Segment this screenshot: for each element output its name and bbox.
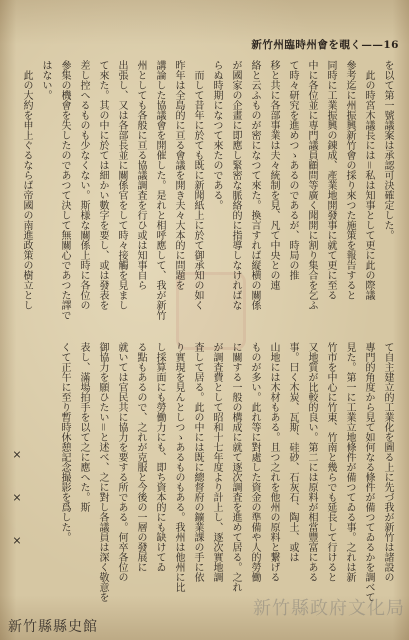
text-column: 又地質が比較的良い。第二には原料が相當豐富にある: [306, 342, 317, 582]
text-column: 竹市を中心に竹東、竹南と幾らでも延長して行けると: [325, 342, 336, 582]
text-column: はない。: [40, 60, 51, 100]
text-column: 此の大約を申上ぐるならば帝國の南進政策の樹立とし: [21, 60, 32, 310]
text-column: に關する一般の構成に就て逐次調査を進めて居る。之れ: [230, 342, 241, 592]
text-column: 差し控へるものも少なくない。斯様な關係上時に各位の: [78, 60, 89, 310]
text-column: 移と共に各部事業は夫々統制を見、凡て中央との連: [268, 60, 279, 290]
text-column: 出張し、又は各部長並に關係官をして時々接觸を見まし: [116, 60, 127, 310]
text-column: 就いては官民共に協力を要する所である。何卒各位の: [116, 342, 127, 582]
text-column: 中に各位並に専門議員顧問等廣く聞開に割り集合を乞ふ: [306, 60, 317, 310]
text-column: 見た。第一に工業立地條件が備つてゐる事。之れは新: [344, 342, 355, 582]
text-column: が國家の企畫に即應し緊密な脈絡的に指導しなければな: [230, 60, 241, 310]
text-column: を以て第一號議案は承認可決確定した。: [382, 60, 393, 240]
text-column: 州としても各般に亘る協議調査を行ひ或は知事自ら: [135, 60, 146, 290]
text-column: 而して昔年に於ても既に新聞紙上に於て御承知の如く: [192, 60, 203, 310]
text-column: 絡と云ふものが密になつて來た。換言すれば縦横の關係: [249, 60, 260, 310]
section-break-mark: ×: [12, 491, 22, 504]
text-column: ものが多い。此れ等に對處した資金の準備や人的勞働: [249, 342, 260, 582]
text-column: 査して居る。此の中には既に總督府の鑛業課の手に依: [192, 342, 203, 582]
text-column: 表し、滿場拍手を以て之に應へた。斯: [78, 342, 89, 512]
archive-stamp: 新竹縣縣史館: [8, 619, 98, 635]
page-number: 16: [383, 39, 399, 51]
text-column: り實現を見んとしつゝあるものもある。我州は他州に比: [173, 342, 184, 592]
text-column: 參考迄に州振興新竹會の採り來つた施策を報告すると: [344, 60, 355, 300]
text-column: 講論した協議會を開催した。是れと相呼應して、我が新竹: [154, 60, 165, 320]
article-title: 新竹州臨時州會を覗く: [251, 39, 362, 51]
lower-text-tier: [11, 342, 397, 606]
text-column: 參集の機會を失したのであつて決して無關心であつた譯で: [59, 60, 70, 320]
text-column: て來た。其の中に於ては細かい數字を要し、或は發表を: [97, 60, 108, 310]
text-column: 同時に工業振興の錬成、產業地開發事に就て更に至る: [325, 60, 336, 300]
text-column: らぬ時期になつて來たのである。: [211, 60, 222, 210]
text-column: が調査費として昭和十七年度より計上し、逐次實地調: [211, 342, 222, 582]
text-column: 昨年は全島的に亘る會議を開き夫々大本的に問題を: [173, 60, 184, 290]
header-separator: ——: [361, 39, 384, 51]
archive-watermark: 新竹縣政府文化局: [253, 598, 405, 619]
text-column: る點もあるので、之れが克服と今後の一層の發展に: [135, 342, 146, 572]
text-column: 山地には木材もある。且つ之れを他州の原料と繋げる: [268, 342, 279, 582]
text-column: くて正午に至り暫時休憩記念撮影を爲した。: [59, 342, 70, 542]
text-column: 此の時宮木議長には＝私は知事として更に此の際議: [363, 60, 374, 300]
running-header: [251, 37, 399, 52]
text-column: て時々研究を進めつゝあるのであるが、時局の推: [287, 60, 298, 280]
section-break-mark: ×: [12, 534, 22, 547]
section-break-marks: [9, 448, 25, 577]
text-column: 御協力を願ひたい＝と述べ、之に對し各議員は深く敬意を: [97, 342, 108, 602]
text-column: 事。曰く木炭、瓦斯、硅砂、石灰石、陶土、或は: [287, 342, 298, 562]
section-break-mark: ×: [12, 448, 22, 461]
upper-text-tier: [11, 60, 397, 334]
text-column: し採算面にも勞働力にも、即ち資本的にも缺けてゐ: [154, 342, 165, 572]
text-column: 專門的角度から見て如何なる條件が備つてゐるかを調べて: [363, 342, 374, 602]
text-column: て自主建立的工業化を圖る上に先づ我が新竹は諸設の: [382, 342, 393, 582]
